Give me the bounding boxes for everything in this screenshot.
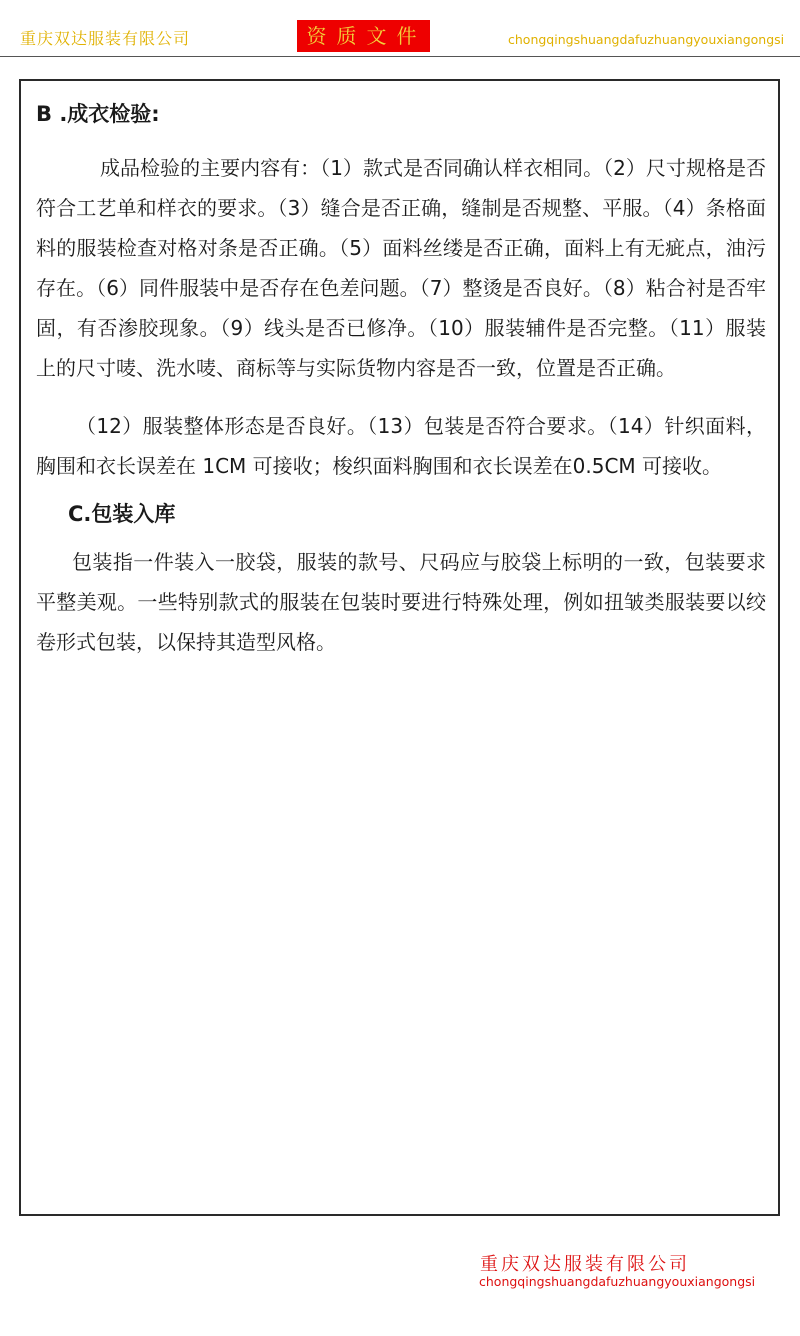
section-b-heading: B .成衣检验: xyxy=(36,102,160,126)
footer-company-pinyin: chongqingshuangdafuzhuangyouxiangongsi xyxy=(479,1274,756,1289)
header-document-type-badge: 资质文件 xyxy=(297,20,430,52)
footer-company-name: 重庆双达服装有限公司 xyxy=(480,1254,690,1275)
section-b-paragraph-2: （12）服装整体形态是否良好。（13）包装是否符合要求。（14）针织面料，胸围和衣长误差在 1CM 可接收；梭织面料胸围和衣长误差在0.5CM 可接收。 xyxy=(36,414,766,478)
header-company-pinyin: chongqingshuangdafuzhuangyouxiangongsi xyxy=(508,32,785,47)
section-c-heading: C.包装入库 xyxy=(68,502,176,526)
section-c-paragraph: 包装指一件装入一胶袋，服装的款号、尺码应与胶袋上标明的一致，包装要求平整美观。一些特别款式的服装在包装时要进行特殊处理，例如扭皱类服装要以绞卷形式包装，以保持其造型风格。 xyxy=(36,550,766,654)
header-company-name: 重庆双达服装有限公司 xyxy=(20,29,191,48)
document-body xyxy=(36,94,766,662)
header-divider xyxy=(0,56,800,57)
section-b-paragraph-1: 成品检验的主要内容有：（1）款式是否同确认样衣相同。（2）尺寸规格是否符合工艺单和样衣的要求。（3）缝合是否正确，缝制是否规整、平服。（4）条格面料的服装检查对格对条是否正确。（5）面料丝缕是否正确，面料上有无疵点，油污存在。（6）同件服装中是否存在色差问题。（7）整烫是否良好。（8）粘合衬是否牢固，有否渗胶现象。（9）线头是否已修净。（10）服装辅件是否完整。（11）服装上的尺寸唛、洗水唛、商标等与实际货物内容是否一致，位置是否正确。 xyxy=(36,156,766,380)
